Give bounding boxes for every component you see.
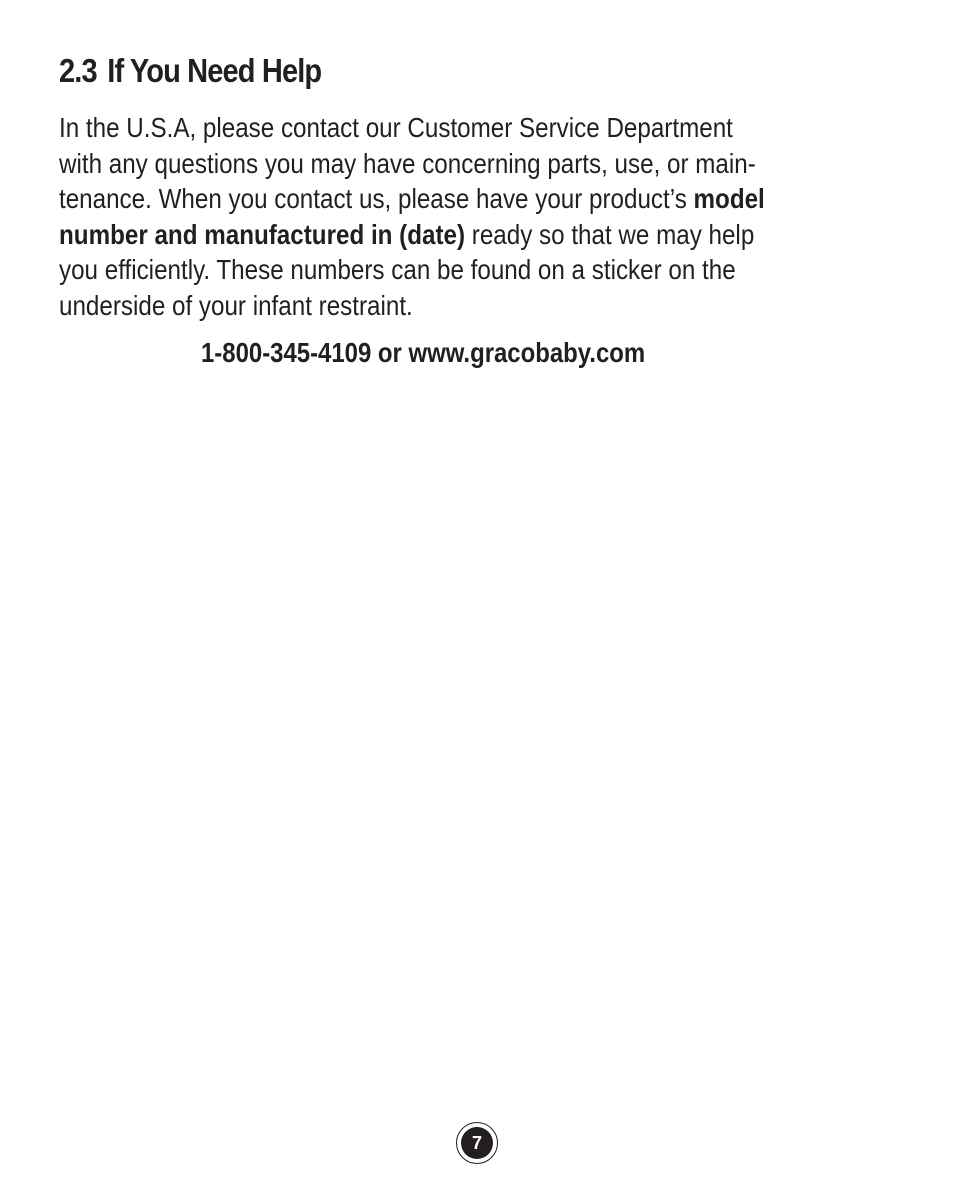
section-heading (59, 52, 321, 90)
paragraph-line: underside of your infant restraint. (59, 289, 413, 321)
paragraph-line (59, 181, 807, 217)
page-number-badge (456, 1122, 498, 1164)
help-paragraph (59, 110, 807, 323)
paragraph-line (59, 217, 807, 253)
paragraph-line: with any questions you may have concerning parts, use, or main- (59, 147, 756, 179)
emphasis-text: model (693, 183, 765, 214)
section-number: 2.3 (59, 52, 97, 89)
paragraph-text: tenance. When you contact us, please have your product’s (59, 183, 694, 214)
paragraph-line: In the U.S.A, please contact our Customer Service Department (59, 112, 733, 143)
contact-info: 1-800-345-4109 or www.gracobaby.com (201, 337, 646, 368)
page-number: 7 (461, 1127, 493, 1159)
section-title: If You Need Help (107, 52, 322, 89)
paragraph-text: ready so that we may help (465, 218, 755, 250)
paragraph-line: you efficiently. These numbers can be found on a sticker on the (59, 254, 736, 285)
emphasis-text: number and manufactured in (date) (59, 218, 466, 250)
